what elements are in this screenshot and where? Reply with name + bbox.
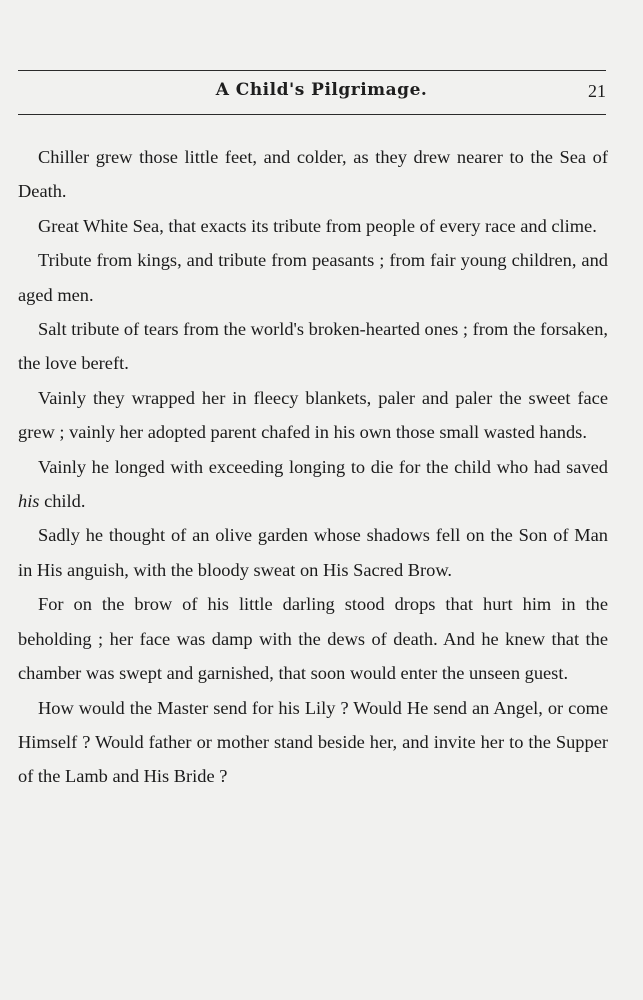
running-title: A Child's Pilgrimage.	[215, 80, 428, 100]
paragraph-text: Vainly he longed with exceeding longing to die for the child who had saved	[38, 456, 608, 477]
paragraph: How would the Master send for his Lily ? Would He send an Angel, or come Himself ? Would father or mother stand beside her, and invite her to the Supper of the Lamb and His Bride ?	[18, 697, 608, 787]
header-bottom-rule	[18, 114, 606, 115]
paragraph-text: child.	[39, 491, 86, 512]
paragraph: Vainly they wrapped her in fleecy blankets, paler and paler the sweet face grew ; vainly her adopted parent chafed in his own those small wasted hands.	[18, 387, 608, 443]
paragraph: Salt tribute of tears from the world's broken-hearted ones ; from the forsaken, the love bereft.	[18, 319, 608, 374]
paragraph: For on the brow of his little darling stood drops that hurt him in the beholding ; her face was damp with the dews of death. And he knew that the chamber was swept and garnished, that soon would enter the unseen guest.	[18, 594, 608, 684]
header-top-rule	[18, 70, 606, 71]
paragraph: Chiller grew those little feet, and colder, as they drew nearer to the Sea of Death.	[18, 147, 608, 202]
body-text	[18, 140, 608, 794]
italic-word: his	[18, 491, 40, 512]
paragraph: Sadly he thought of an olive garden whose shadows fell on the Son of Man in His anguish, with the bloody sweat on His Sacred Brow.	[18, 525, 608, 580]
paragraph: Great White Sea, that exacts its tribute from people of every race and clime.	[38, 215, 597, 236]
page-number: 21	[588, 81, 606, 101]
paragraph: Tribute from kings, and tribute from peasants ; from fair young children, and aged men.	[18, 250, 608, 305]
paragraph	[18, 450, 608, 519]
